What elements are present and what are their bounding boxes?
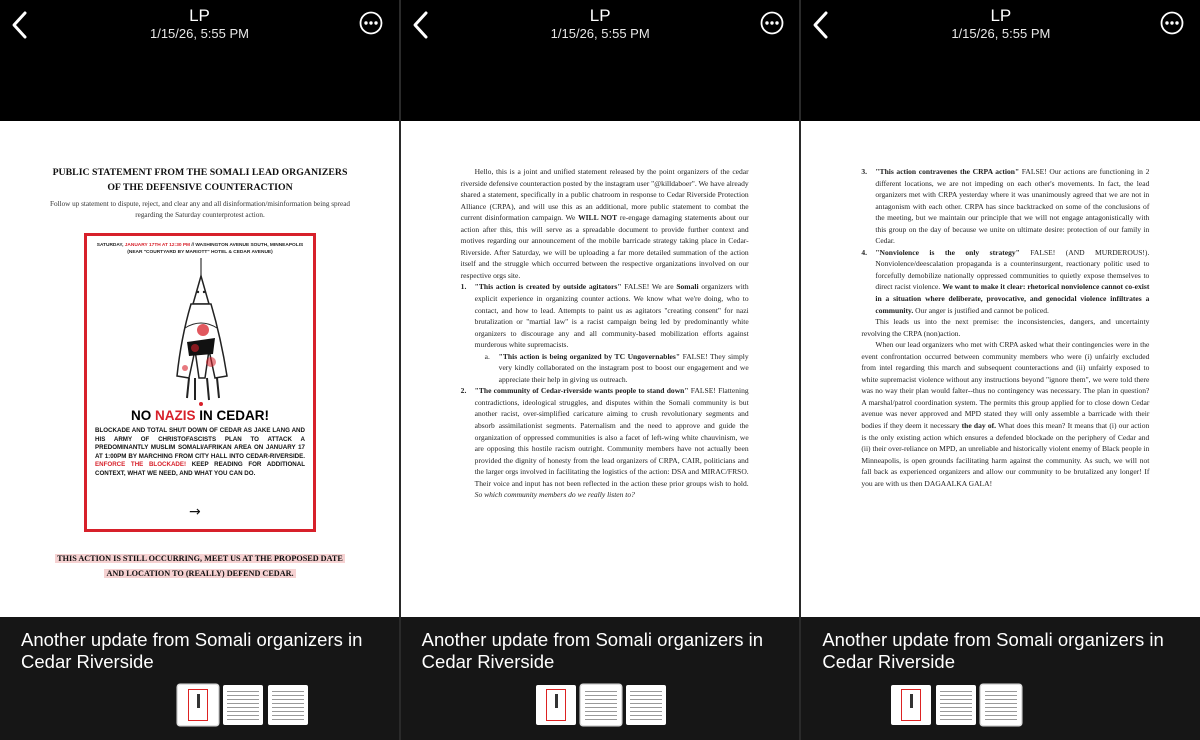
premise-paragraph: This leads us into the next premise: the inconsistencies, dangers, and uncertainty revolving the CRPA (non)action. [861,317,1150,338]
page-thumbnails [891,685,1021,725]
caption-text: Another update from Somali organizers in Cedar Riverside [421,629,764,672]
ellipsis-circle-icon[interactable] [359,11,383,35]
poster-body: BLOCKADE AND TOTAL SHUT DOWN OF CEDAR AS JAKE LANG AND HIS ARMY OF CHRISTOFASCISTS PLAN TO ATTACK A PREDOMINANTLY MUSLIM SOMALI/AFRIKAN AREA ON JANUARY 17 AT 1:00PM BY MARCHING FROM CITY HALL INTO CEDAR-RIVERSIDE. ENFORCE THE BLOCKADE! KEEP READING FOR ADDITIONAL CONTEXT, WHAT WE NEED, AND WHAT YOU CAN DO. [95,427,305,477]
thumbnail-page-1[interactable] [536,685,576,725]
list-item-2: 2. "The community of Cedar-riverside wants people to stand down" FALSE! Flattening contradictions, ideological struggles, and disputes within the Somali community is but another racist, over-simplified caricature aiming to crush revolutionary segments and absorb assimilationist segments. Paternalism and the need to approve and guide the organization of oppressed communities is also a facet of left-wing white chauvinism, we are opposing this hostile racism outright. Community members have not actually been provided the dignity of honesty from the lead organizers of CRPA, CAIR, politicians and the larger orgs involved in facilitating the logistics of the action: DSA and MIRAC/FRSO. Their voice and input has not been reflected in the action these prior groups wish to hold. So which community members do we really listen to? [460,386,749,500]
thumbnail-page-3[interactable] [268,685,308,725]
ellipsis-circle-icon[interactable] [760,11,784,35]
caption-footer [0,617,399,740]
thumbnail-page-1[interactable] [891,685,931,725]
thumbnail-page-1[interactable] [178,685,218,725]
statement-subtitle: Follow up statement to dispute, reject, and clear any and all disinformation/misinformation being spread regarding the Saturday counterprotest action. [49,200,350,219]
list-item-4: 4. "Nonviolence is the only strategy" FALSE! (AND MURDEROUS!). Nonviolence/deescalation propaganda is a counterinsurgent, reactionary politic used to forcefully demobilize nationally oppressed communities to quietly expose themselves to direct racist violence. We want to make it clear: rhetorical nonviolence cannot co-exist in a situation where deliberate, provocative, and genocidal violence infiltrates a community. Our anger is justified and cannot be policed. [861,247,1150,315]
message-timestamp: 1/15/26, 5:55 PM [951,26,1051,41]
header-bar [801,0,1200,48]
message-timestamp: 1/15/26, 5:55 PM [550,26,650,41]
contingency-paragraph: When our lead organizers who met with CRPA asked what their contingencies were in the event confrontation occurred between community members who were (i) unfairly excluded from intel regarding this march and subsequent counteractions and (ii) unfairly exposed to white supremacist violence without any instructions beyond "ignore them", we were told there was no way their plan would falter--thus no contingency was necessary. The plan in question? A marshal/patrol coordination system. The permits this group applied for to close down Cedar avenue was never approved and MPD stated they will only assemble a barricade with their bodies if they deem it necessary the day of. What does this mean? It means that (i) our action is the only existing action which ensures a defended blockade on the periphery of Cedar and (ii) their over-reliance on MPD, an unreliable and historically violent enemy of Black people in Minneapolis, is open grounds facilitating harm against the community. As such, we will not fall back as experienced organizers and allow our community to be brutalized any longer! If you are with us then DAGAALKA GALA! [861,340,1150,488]
viewer-panel-2 [401,0,800,740]
ellipsis-circle-icon[interactable] [1160,11,1184,35]
highlighted-notice: THIS ACTION IS STILL OCCURRING, MEET US AT THE PROPOSED DATE AND LOCATION TO (REALLY) DEFEND CEDAR. [57,554,343,578]
poster-headline: NO NAZIS IN CEDAR! [130,408,269,423]
thumbnail-page-2[interactable] [936,685,976,725]
statement-text [461,166,749,501]
caption-text: Another update from Somali organizers in Cedar Riverside [822,629,1164,672]
header-bar [401,0,800,48]
protest-poster [84,233,316,532]
hanged-figure-illustration [155,258,247,406]
caption-footer [401,617,800,740]
caption-footer [801,617,1200,740]
viewer-panel-3 [801,0,1200,740]
caption-text: Another update from Somali organizers in Cedar Riverside [21,629,363,672]
page-thumbnails [536,685,666,725]
thumbnail-page-2[interactable] [581,685,621,725]
arrow-right-icon: → [189,504,201,520]
sender-name: LP [189,6,210,25]
poster-event-details: SATURDAY, JANUARY 17TH AT 12:30 PM // WASHINGTON AVENUE SOUTH, MINNEAPOLIS (NEAR "COURTYARD BY MARIOTT" HOTEL & CEDAR AVENUE) [96,243,304,255]
intro-paragraph: Hello, this is a joint and unified statement released by the point organizers of the cedar riverside defensive counteraction posted by the instagram user "@killdaboer". We have already shared a statement, specifically in a public chatroom in response to Cedar Riverside Protection Alliance (CRPA), and will use this as an additional, more public statement to combat the current disinformation campaign. We WILL NOT re-engage damaging statements about our action after this, this will serve as a spreadable document to provide further context and motives regarding our announcement of the mobile barricade strategy taking place in Cedar-Riverside. After Saturday, we will be uploading a far more detailed summation of the action itself and the struggle which occurred between the respective organizations involved on our respective orgs site. [460,167,749,280]
viewer-panel-1 [0,0,399,740]
sender-name: LP [990,6,1012,25]
document-page-1[interactable] [0,121,399,617]
message-timestamp: 1/15/26, 5:55 PM [149,26,249,41]
sender-name: LP [589,6,611,25]
header-bar [0,0,399,48]
statement-title: PUBLIC STATEMENT FROM THE SOMALI LEAD ORGANIZERS OF THE DEFENSIVE COUNTERACTION [52,167,348,193]
thumbnail-page-3[interactable] [626,685,666,725]
list-item-1a: a. "This action is being organized by TC Ungovernables" FALSE! They simply very kindly collaborated on the instagram post to boost our engagement and we appreciate their help in giving us outreach. [484,351,749,384]
document-page-3[interactable] [801,121,1200,617]
thumbnail-page-2[interactable] [223,685,263,725]
statement-text [861,166,1149,489]
list-item-1: 1. "This action is created by outside agitators" FALSE! We are Somali organizers with explicit experience in organizing counter actions. We know what we're doing, who to contact, and how to lead. Attempts to paint us as agitators "creating consent" for nazi brutalization or "martial law" is a racist campaign being led by predominantly white organizers to discourage any and all community-based mobilization efforts against murderous white supremacists. [460,282,749,350]
document-page-2[interactable] [401,121,800,617]
page-thumbnails [178,685,308,725]
thumbnail-page-3[interactable] [981,685,1021,725]
list-item-3: 3. "This action contravenes the CRPA action" FALSE! Our actions are functioning in 2 different locations, we are not impeding on each other's movements. In fact, the lead organizers met with CRPA yesterday where it was unanimously agreed that we are not in antagonism with each other. CRPA has since backtracked on some of the conclusions of the meeting, but we maintain our principle that we will not engage antagonistically with this group on the day of because we unite on ultimate desire: protection of our family in Cedar. [861,167,1150,246]
